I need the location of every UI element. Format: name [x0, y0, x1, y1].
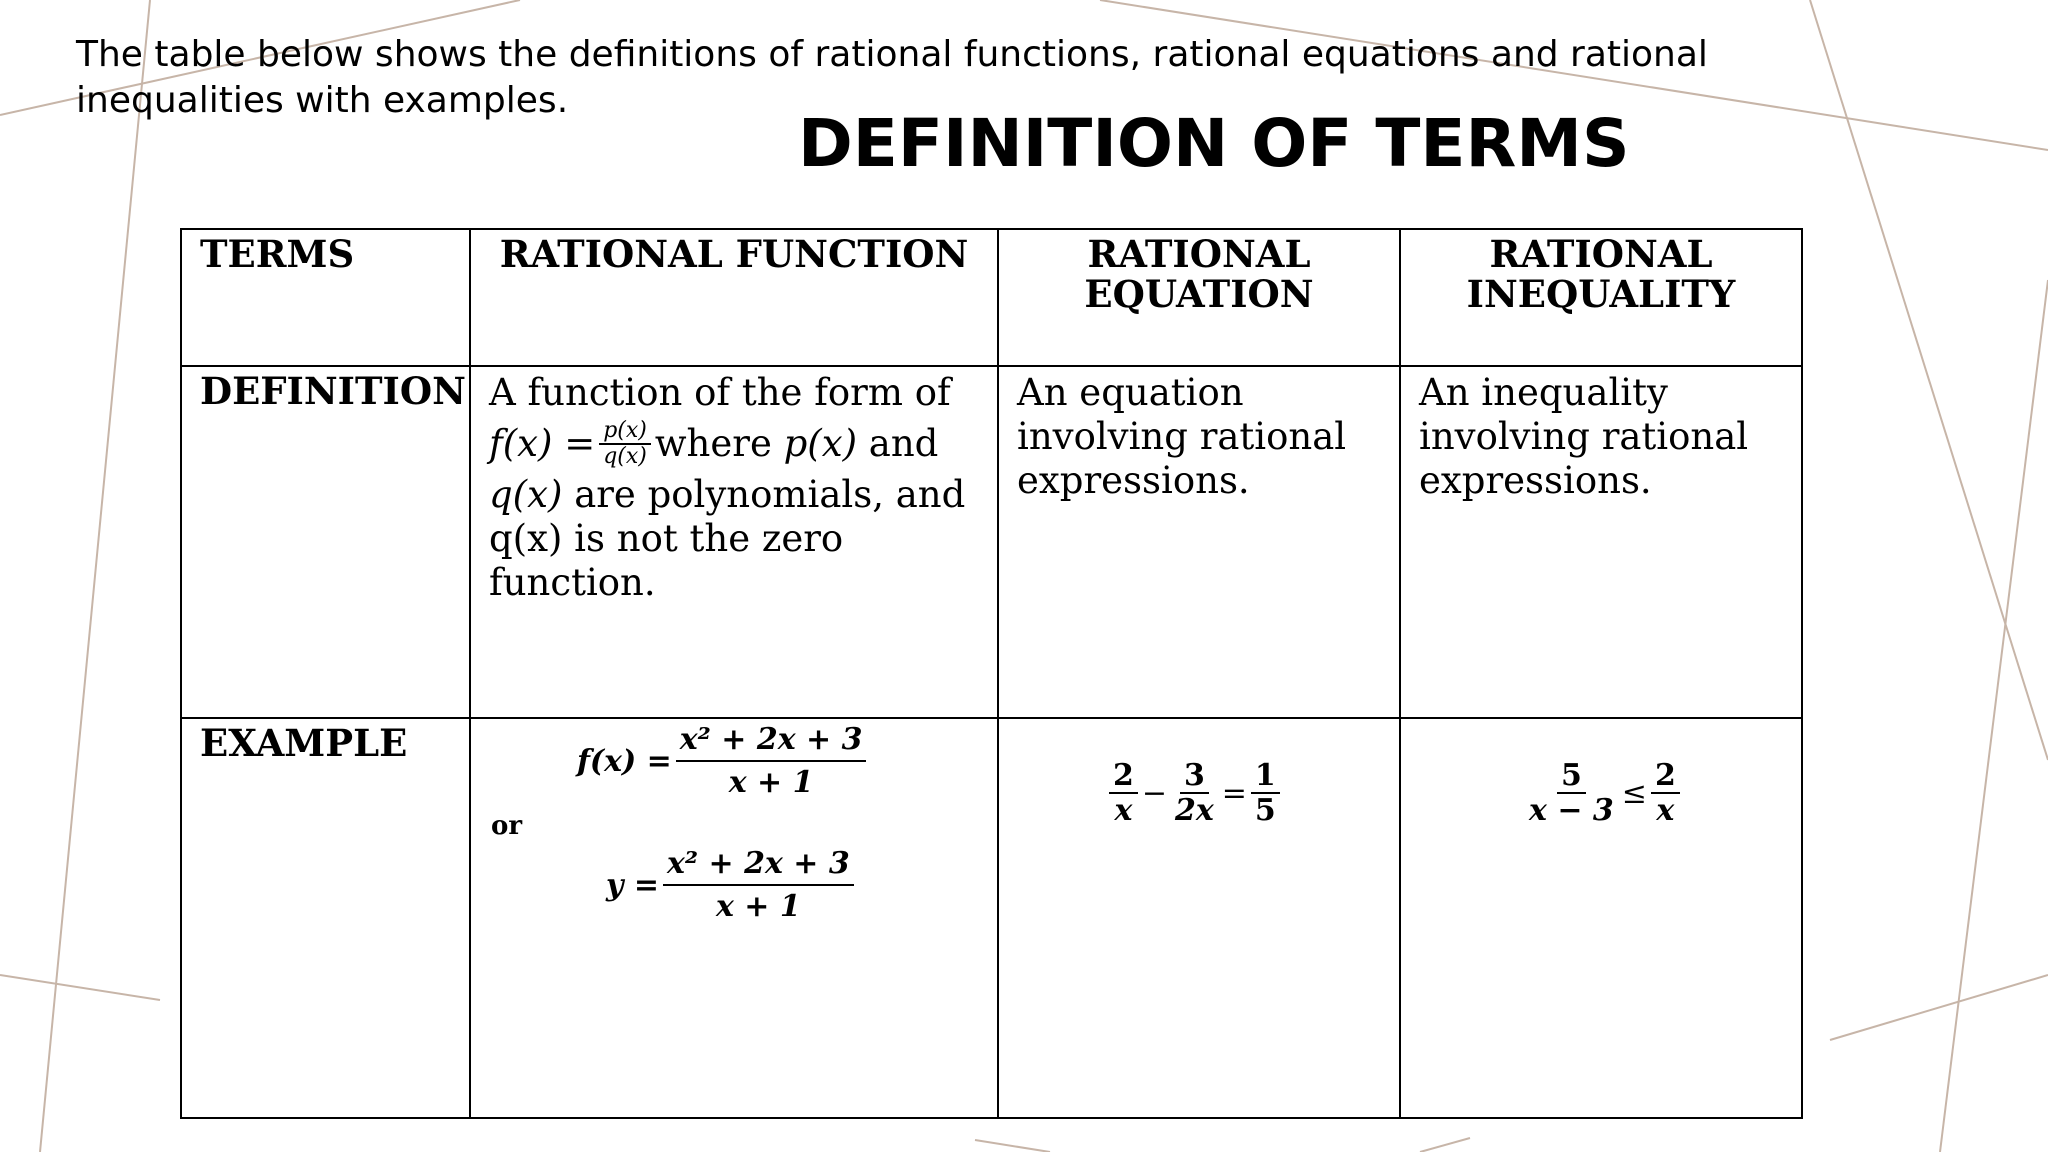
header-terms: TERMS	[181, 229, 470, 366]
header-rational-equation: RATIONAL EQUATION	[998, 229, 1400, 366]
example-function-cell	[470, 718, 998, 1118]
definition-row	[181, 366, 1802, 718]
example-function-2: y = $\frac{\text{x² + 2x + 3}}{x + 1}$	[606, 847, 858, 923]
header-rational-function: RATIONAL FUNCTION	[470, 229, 998, 366]
example-inequality: $\frac{5}{x - 3}$ ≤ $\frac{2}{x}$	[1521, 759, 1684, 827]
example-label: EXAMPLE	[181, 718, 470, 1118]
example-row	[181, 718, 1802, 1118]
or-text: or	[491, 811, 523, 841]
definition-label: DEFINITION	[181, 366, 470, 718]
example-equation: $\frac{2}{x}$ − $\frac{3}{2x}$ = $\frac{1}{5}$	[1105, 759, 1284, 827]
intro-text: The table below shows the definitions of rational functions, rational equations and rational inequalities with examples.	[76, 34, 1708, 121]
header-row	[181, 229, 1802, 366]
header-rational-inequality: RATIONAL INEQUALITY	[1400, 229, 1802, 366]
definition-equation-cell: An equation involving rational expressions.	[998, 366, 1400, 718]
example-function-1: f(x) = $\frac{\text{x² + 2x + 3}}{x + 1}$	[577, 723, 870, 799]
definition-function-cell: A function of the form of f(x) = $\frac{p(x)}{q(x)}$ where p(x) and q(x) are polynomials, and q(x) is not the zero function.	[470, 366, 998, 718]
page-title: DEFINITION OF TERMS	[798, 105, 1630, 182]
definition-inequality-cell: An inequality involving rational expressions.	[1400, 366, 1802, 718]
example-inequality-cell	[1400, 718, 1802, 1118]
definition-fraction: $\frac{p(x)}{q(x)}$	[599, 419, 651, 469]
example-equation-cell	[998, 718, 1400, 1118]
definitions-table	[180, 228, 1803, 1119]
